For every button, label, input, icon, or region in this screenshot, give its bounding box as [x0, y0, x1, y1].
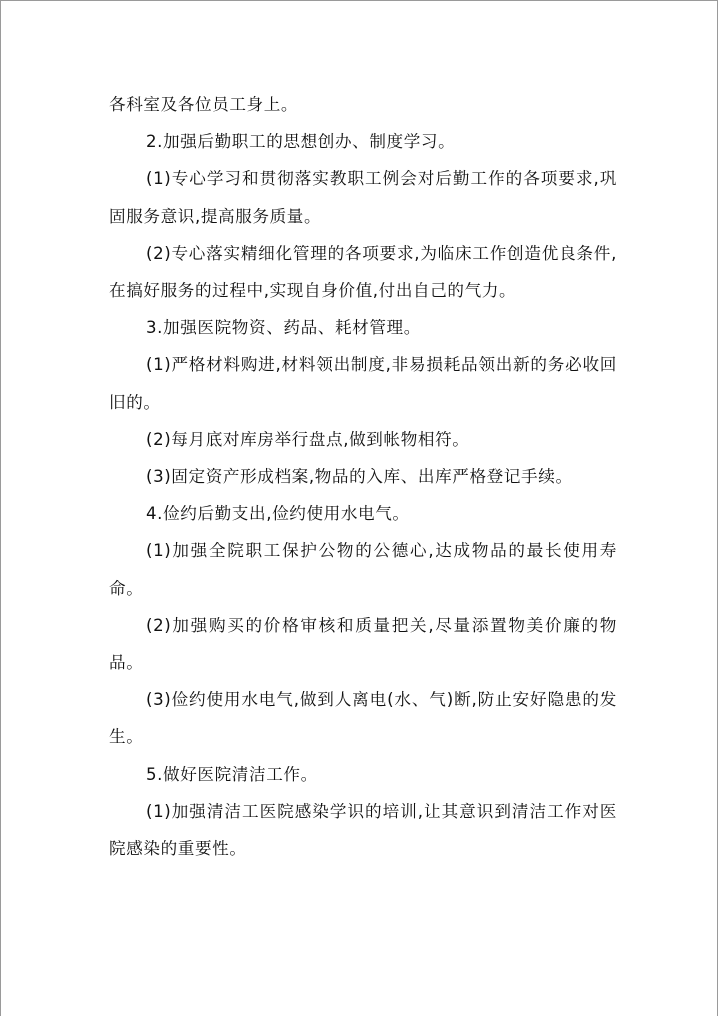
list-item: (2)每月底对库房举行盘点,做到帐物相符。 — [146, 429, 470, 449]
document-body — [109, 86, 617, 867]
list-item: (3)俭约使用水电气,做到人离电(水、气)断,防止安好隐患的发生。 — [109, 690, 617, 747]
paragraph: 各科室及各位员工身上。 — [109, 95, 299, 114]
list-item: (2)加强购买的价格审核和质量把关,尽量添置物美价廉的物品。 — [109, 615, 617, 673]
section-heading: 2.加强后勤职工的思想创办、制度学习。 — [146, 132, 456, 152]
list-item: (3)固定资产形成档案,物品的入库、出库严格登记手续。 — [146, 467, 573, 487]
list-item: (2)专心落实精细化管理的各项要求,为临床工作创造优良条件,在搞好服务的过程中,实现自身价值,付出自己的气力。 — [109, 243, 617, 301]
section-heading: 5.做好医院清洁工作。 — [146, 764, 318, 784]
list-item: (1)专心学习和贯彻落实教职工例会对后勤工作的各项要求,巩固服务意识,提高服务质量。 — [109, 169, 617, 226]
list-item: (1)严格材料购进,材料领出制度,非易损耗品领出新的务必收回旧的。 — [109, 355, 617, 412]
section-heading: 4.俭约后勤支出,俭约使用水电气。 — [146, 504, 410, 524]
section-heading: 3.加强医院物资、药品、耗材管理。 — [146, 318, 421, 338]
list-item: (1)加强清洁工医院感染学识的培训,让其意识到清洁工作对医院感染的重要性。 — [109, 801, 617, 859]
list-item: (1)加强全院职工保护公物的公德心,达成物品的最长使用寿命。 — [109, 541, 617, 598]
